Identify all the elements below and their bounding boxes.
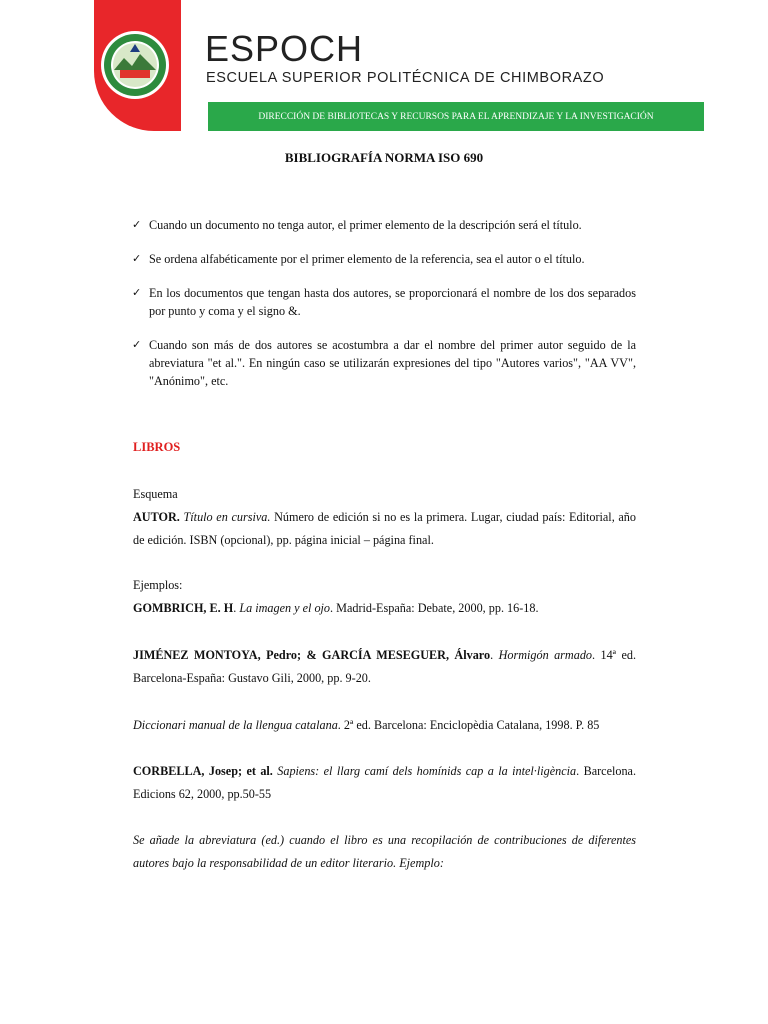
brand-subtitle: ESCUELA SUPERIOR POLITÉCNICA DE CHIMBORAZO: [206, 70, 605, 86]
esquema-label: Esquema: [133, 487, 178, 501]
example-title: Diccionari manual de la llengua catalana: [133, 718, 338, 732]
example-author: JIMÉNEZ MONTOYA, Pedro; & GARCÍA MESEGUER, Álvaro: [133, 648, 491, 662]
department-bar: [208, 102, 704, 131]
list-item: [132, 284, 636, 320]
ejemplos-label: Ejemplos:: [133, 578, 183, 592]
example-title: Hormigón armado: [498, 648, 593, 662]
example-rest: . Madrid-España: Debate, 2000, pp. 16-18.: [330, 601, 539, 615]
example-author: GOMBRICH, E. H: [133, 601, 234, 615]
list-item: [132, 216, 636, 234]
schema-paragraph: [133, 506, 636, 552]
espoch-seal-logo: [100, 30, 170, 100]
brand-name: ESPOCH: [205, 28, 364, 69]
example-rest: . 14ª ed. Barcelona-España: Gustavo Gili, 2000, pp. 9-20.: [133, 648, 636, 685]
list-item-text: En los documentos que tengan hasta dos autores, se proporcionará el nombre de los dos separados por punto y coma y el signo &.: [149, 286, 636, 318]
list-item: [132, 336, 636, 390]
example-entry: [133, 714, 636, 737]
schema-rest: Número de edición si no es la primera. Lugar, ciudad país: Editorial, año de edición. ISBN (opcional), pp. página inicial – página final.: [133, 510, 636, 547]
editor-note-text: Se añade la abreviatura (ed.) cuando el libro es una recopilación de contribuciones de diferentes autores bajo la responsabilidad de un editor literario. Ejemplo:: [133, 833, 636, 870]
schema-title: Título en cursiva.: [183, 510, 271, 524]
list-item-text: Cuando un documento no tenga autor, el primer elemento de la descripción será el título.: [149, 218, 582, 232]
list-item: [132, 250, 636, 268]
department-bar-text: DIRECCIÓN DE BIBLIOTECAS Y RECURSOS PARA EL APRENDIZAJE Y LA INVESTIGACIÓN: [258, 111, 654, 122]
schema-author: AUTOR.: [133, 510, 180, 524]
example-rest: . Barcelona. Edicions 62, 2000, pp.50-55: [133, 764, 637, 801]
check-icon: ✓: [132, 218, 142, 231]
example-entry: GOMBRICH, E. H. La imagen y el ojo. Madrid-España: Debate, 2000, pp. 16-18.: [133, 601, 539, 615]
check-icon: ✓: [132, 286, 142, 299]
list-item-text: Se ordena alfabéticamente por el primer elemento de la referencia, sea el autor o el título.: [149, 252, 585, 266]
example-entry: [133, 760, 636, 806]
example-author: CORBELLA, Josep; et al.: [133, 764, 273, 778]
example-entry: JIMÉNEZ MONTOYA, Pedro; & GARCÍA MESEGUER, Álvaro. Hormigón armado. 14ª ed. Barcelona-España: Gustavo Gili, 2000, pp. 9-20.: [133, 648, 636, 685]
rules-list: [132, 216, 636, 406]
editor-note: [133, 829, 636, 875]
check-icon: ✓: [132, 252, 142, 265]
example-title: Sapiens: el llarg camí dels homínids cap a la intel·ligència: [277, 764, 577, 778]
document-title: BIBLIOGRAFÍA NORMA ISO 690: [284, 150, 484, 165]
check-icon: ✓: [132, 338, 142, 351]
list-item-text: Cuando son más de dos autores se acostumbra a dar el nombre del primer autor seguido de la abreviatura "et al.". En ningún caso se utilizarán expresiones del tipo "Autores varios", "AA VV", "Anónimo", etc.: [149, 338, 636, 388]
example-title: La imagen y el ojo: [239, 601, 331, 615]
section-heading: LIBROS: [133, 440, 181, 454]
example-rest: . 2ª ed. Barcelona: Enciclopèdia Catalana, 1998. P. 85: [337, 718, 600, 732]
